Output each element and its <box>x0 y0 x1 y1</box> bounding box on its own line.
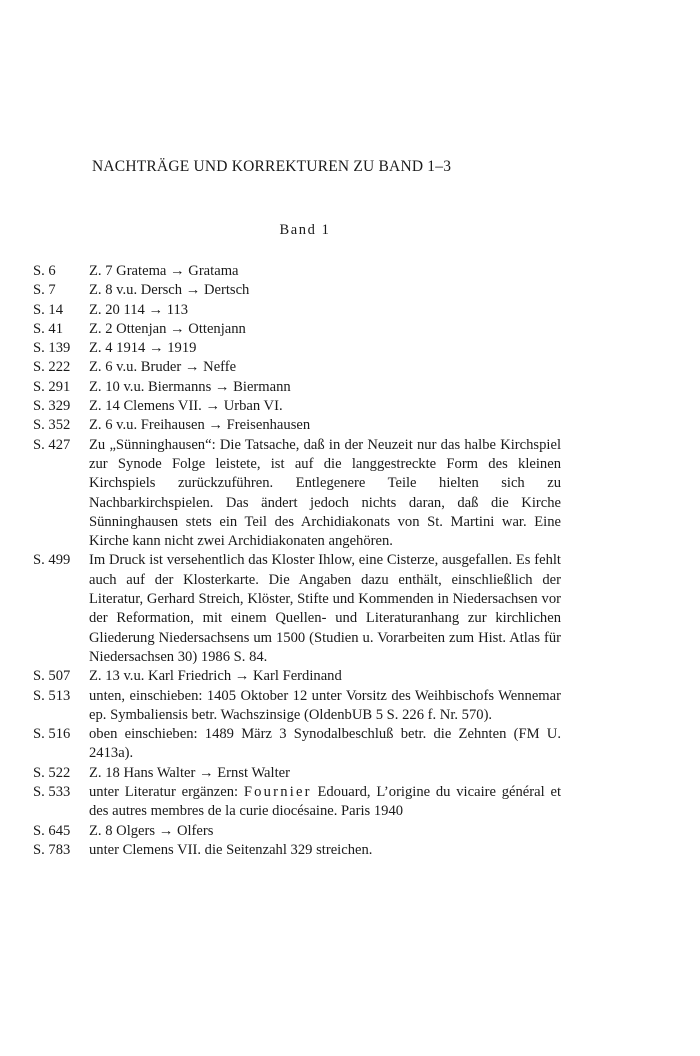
page-reference: S. 513 <box>33 687 71 704</box>
page-reference: S. 533 <box>33 784 71 801</box>
correction-text: unten, einschieben: 1405 Oktober 12 unter Vorsitz des Weihbischofs Wennemar ep. Symbaliensis betr. Wachszinsige (OldenbUB 5 S. 226 f. Nr. 570). <box>89 687 561 723</box>
correction-text: Z. 4 1914 → 1919 <box>89 340 197 357</box>
list-item <box>33 436 561 552</box>
correction-text: Z. 10 v.u. Biermanns → Biermann <box>89 378 291 395</box>
correction-text: oben einschieben: 1489 März 3 Synodalbeschluß betr. die Zehnten (FM U. 2413a). <box>89 726 561 762</box>
list-item <box>33 301 561 320</box>
list-item <box>33 416 561 435</box>
page-reference: S. 427 <box>33 436 71 453</box>
correction-text: Z. 8 v.u. Dersch → Dertsch <box>89 282 250 299</box>
page-reference: S. 14 <box>33 301 64 318</box>
page-reference: S. 352 <box>33 417 71 434</box>
correction-text: Z. 8 Olgers → Olfers <box>89 822 214 839</box>
page-reference: S. 291 <box>33 378 71 395</box>
correction-text: Z. 6 v.u. Bruder → Neffe <box>89 359 237 376</box>
correction-text <box>89 783 561 822</box>
section-title: Band 1 <box>279 222 331 238</box>
list-item <box>33 667 561 686</box>
page-reference: S. 499 <box>33 552 71 569</box>
list-item <box>33 358 561 377</box>
page-heading: NACHTRÄGE UND KORREKTUREN ZU BAND 1–3 <box>92 158 452 175</box>
correction-text: Z. 6 v.u. Freihausen → Freisenhausen <box>89 417 311 434</box>
page-reference: S. 139 <box>33 340 71 357</box>
correction-text: Z. 14 Clemens VII. → Urban VI. <box>89 398 283 415</box>
page-reference: S. 329 <box>33 398 71 415</box>
list-item <box>33 281 561 300</box>
correction-text: Z. 20 114 → 113 <box>89 301 189 318</box>
list-item <box>33 822 561 841</box>
page-reference: S. 41 <box>33 320 64 337</box>
page-reference: S. 516 <box>33 726 71 743</box>
page-reference: S. 783 <box>33 841 71 858</box>
list-item <box>33 378 561 397</box>
list-item <box>33 783 561 822</box>
correction-text: Z. 18 Hans Walter → Ernst Walter <box>89 764 290 781</box>
correction-text: unter Clemens VII. die Seitenzahl 329 streichen. <box>89 841 373 858</box>
list-item <box>33 841 561 860</box>
list-item <box>33 262 561 281</box>
list-item <box>33 339 561 358</box>
correction-text: Z. 2 Ottenjan → Ottenjann <box>89 320 246 337</box>
list-item <box>33 725 561 764</box>
page-reference: S. 222 <box>33 359 71 376</box>
list-item <box>33 764 561 783</box>
page-reference: S. 507 <box>33 668 71 685</box>
author-name-spaced: Fournier <box>243 784 312 801</box>
correction-text: Z. 7 Gratema → Gratama <box>89 263 239 279</box>
correction-text: Z. 13 v.u. Karl Friedrich → Karl Ferdinand <box>89 668 342 685</box>
list-item <box>33 397 561 416</box>
correction-text: Zu „Sünninghausen“: Die Tatsache, daß in der Neuzeit nur das halbe Kirchspiel zur Synode Folge leistete, ist auf die langgestreckte Form des kleinen Kirchspiels zurückzuführen. Entlegenere Teile hielten sich zu Nachbarkirchspielen. Das ändert jedoch nichts daran, daß die Kirche Sünninghausen stets ein Teil des Archidiakonats von St. Martini war. Eine Kirche kann nicht zwei Archidiakonaten angehören. <box>89 436 561 550</box>
list-item <box>33 551 561 667</box>
correction-text: Im Druck ist versehentlich das Kloster Ihlow, eine Cisterze, ausgefallen. Es fehlt auch auf der Klosterkarte. Die Angaben dazu enthält, einschließlich der Literatur, Gerhard Streich, Klöster, Stifte und Kommenden in Niedersachsen vor der Reformation, mit einem Quellen- und Literaturanhang zur kirchlichen Gliederung Niedersachsens um 1500 (Studien u. Vorarbeiten zum Hist. Atlas für Niedersachsen 30) 1986 S. 84. <box>89 552 561 665</box>
page-reference: S. 522 <box>33 764 71 781</box>
corrections-list <box>33 262 561 860</box>
correction-text-rest: Edouard, L’origine du vicaire général et des autres membres de la curie diocésaine. Paris 1940 <box>89 784 561 820</box>
list-item <box>33 687 561 726</box>
list-item <box>33 320 561 339</box>
correction-text-lead: unter Literatur ergänzen: <box>89 784 244 801</box>
page-reference: S. 6 <box>33 263 56 279</box>
page-reference: S. 645 <box>33 822 71 839</box>
page-reference: S. 7 <box>33 282 56 299</box>
